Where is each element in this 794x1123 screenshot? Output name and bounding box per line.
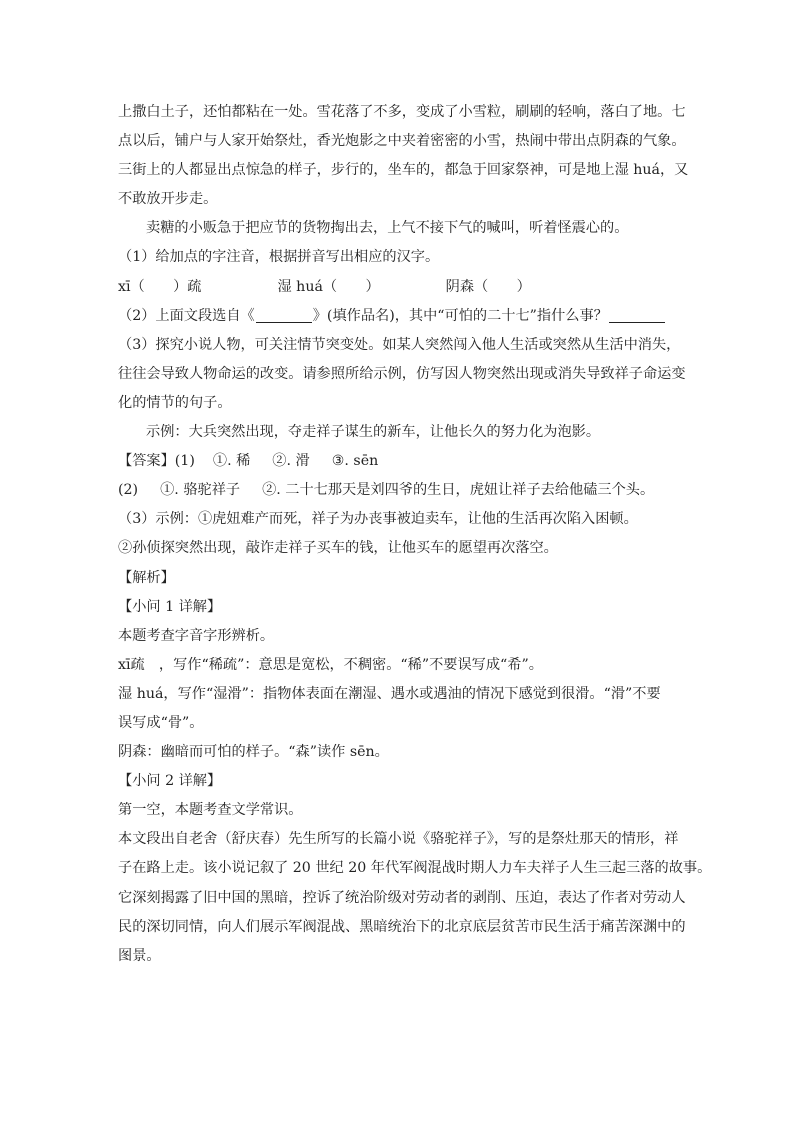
answer-2-num: (2): [118, 482, 139, 499]
answer-1-2: ②. 滑: [272, 453, 310, 470]
answer-1: [118, 447, 678, 476]
analysis-1-line-5: 阴森：幽暗而可怕的样子。“森”读作 sēn。: [118, 744, 389, 761]
question-3-line-2: 往往会导致人物命运的改变。请参照所给示例，仿写因人物突然出现或消失导致祥子命运变: [118, 365, 686, 382]
answer-3-line-2: ②孙侦探突然出现，敲诈走祥子买车的钱，让他买车的愿望再次落空。: [118, 540, 558, 557]
question-3-line-3: 化的情节的句子。: [118, 394, 232, 411]
q2-middle: 》(填作品名)，其中“可怕的二十七”指什么事？: [312, 307, 608, 324]
question-3-example: 示例：大兵突然出现，夺走祥子谋生的新车，让他长久的努力化为泡影。: [146, 424, 601, 441]
analysis-1-line-3: 湿 huá，写作“湿滑”：指物体表面在潮湿、遇水或遇油的情况下感觉到很滑。“滑”不要: [118, 685, 661, 702]
q2-prefix: （2）上面文段选自《: [118, 307, 255, 324]
analysis-sub-2-label: 【小问 2 详解】: [118, 773, 222, 790]
passage-line-3: 三街上的人都显出点惊急的样子，步行的，坐车的，都急于回家祭神，可是地上湿 huá，又: [118, 162, 689, 179]
q1-item-a: xī（ ）疏: [118, 278, 202, 295]
answer-3-line-1: （3）示例：①虎妞难产而死，祥子为办丧事被迫卖车，让他的生活再次陷入困顿。: [118, 511, 638, 528]
analysis-sub-1-label: 【小问 1 详解】: [118, 598, 222, 615]
answer-2: [118, 476, 678, 505]
q2-blank-answer[interactable]: [609, 308, 665, 323]
question-2: [118, 302, 678, 331]
answer-1-3: ③. sēn: [331, 453, 379, 470]
q2-blank-title[interactable]: [256, 308, 312, 323]
q1-item-b: 湿 huá（ ）: [277, 278, 380, 295]
answer-label: 【答案】: [118, 453, 175, 470]
analysis-2-line-1: 第一空，本题考查文学常识。: [118, 802, 303, 819]
analysis-2-line-4: 它深刻揭露了旧中国的黑暗，控诉了统治阶级对劳动者的剥削、压迫，表达了作者对劳动人: [118, 889, 686, 906]
passage-line-5: 卖糖的小贩急于把应节的货物掏出去，上气不接下气的喊叫，听着怪震心的。: [146, 220, 629, 237]
answer-1-1: ①. 稀: [212, 453, 251, 470]
question-3-line-1: （3）探究小说人物，可关注情节突变处。如某人突然闯入他人生活或突然从生活中消失，: [118, 336, 681, 353]
answer-1-num: (1): [174, 453, 195, 470]
analysis-2-line-3: 子在路上走。该小说记叙了 20 世纪 20 年代军阀混战时期人力车夫祥子人生三起三落的故事。: [118, 860, 712, 877]
analysis-1-line-1: 本题考查字音字形辨析。: [118, 627, 275, 644]
answer-2-2: ②. 二十七那天是刘四爷的生日，虎妞让祥子去给他磕三个头。: [262, 482, 655, 499]
analysis-2-line-6: 图景。: [118, 947, 161, 964]
passage-line-1: 上撒白土子，还怕都粘在一处。雪花落了不多，变成了小雪粒，刷刷的轻响，落白了地。七: [118, 104, 686, 120]
answer-2-1: ①. 骆驼祥子: [160, 482, 241, 499]
analysis-2-line-5: 民的深切同情，向人们展示军阀混战、黑暗统治下的北京底层贫苦市民生活于痛苦深渊中的: [118, 918, 686, 935]
passage-line-4: 不敢放开步走。: [118, 191, 218, 208]
analysis-2-line-2: 本文段出自老舍（舒庆春）先生所写的长篇小说《骆驼祥子》，写的是祭灶那天的情形，祥: [118, 831, 679, 848]
question-1-items: [118, 273, 678, 302]
analysis-1-line-4: 误写成“骨”。: [118, 714, 204, 731]
q1-item-c: 阴森（ ）: [445, 278, 531, 295]
analysis-1-line-2: xī疏 ，写作“稀疏”：意思是宽松，不稠密。“稀”不要误写成“希”。: [118, 656, 543, 673]
document-page: [118, 98, 712, 971]
analysis-label: 【解析】: [118, 569, 175, 586]
passage-line-2: 点以后，铺户与人家开始祭灶，香光炮影之中夹着密密的小雪，热闹中带出点阴森的气象。: [118, 133, 686, 150]
question-1: （1）给加点的字注音，根据拼音写出相应的汉字。: [118, 249, 440, 266]
